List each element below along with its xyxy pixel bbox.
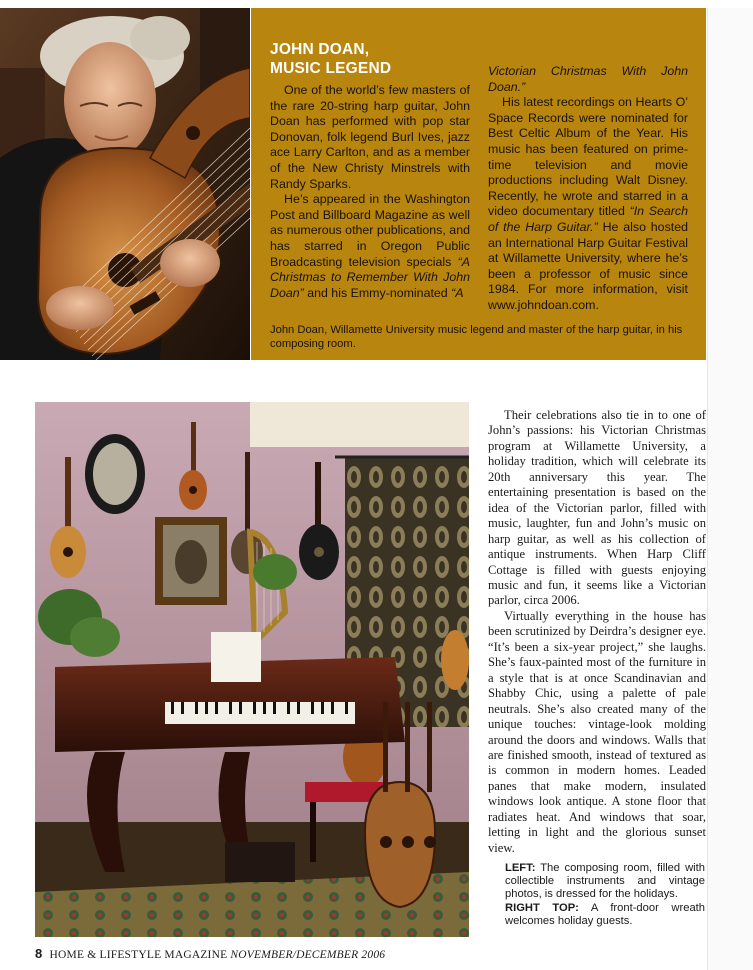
documentary-title: “In Search of the Harp Guitar.” (488, 204, 688, 234)
sidebar-text: He’s appeared in the Washington Post and Billboard Magazine as well as numerous other publications, and has starred in Oregon Public Broadcasting television specials (270, 192, 470, 269)
issue-date: NOVEMBER/DECEMBER 2006 (230, 949, 386, 961)
photo-captions (505, 862, 705, 928)
composing-room-photo (35, 402, 469, 937)
page-number: 8 (35, 946, 43, 961)
publication-name: HOME & LIFESTYLE MAGAZINE (49, 949, 228, 961)
page-margin (707, 8, 753, 970)
sidebar-paragraph (488, 64, 688, 95)
sidebar-text: He also hosted an International Harp Guitar Festival at Willamette University, where he’s been a professor of music since 1984. For more information, visit www.johndoan.com. (488, 219, 688, 312)
caption-text-left: The composing room, filled with collectible instruments and vintage photos, is dressed for the holidays. (505, 862, 705, 901)
special-title: “A (451, 285, 464, 300)
john-doan-photo (0, 8, 250, 360)
sidebar-column-1 (270, 83, 470, 301)
article-body (488, 408, 706, 856)
caption-text-right-top: A front-door wreath welcomes holiday guests. (505, 901, 705, 927)
sidebar-paragraph (270, 192, 470, 301)
sidebar-text: and his Emmy-nominated (303, 285, 452, 300)
page-footer (35, 946, 385, 961)
sidebar-paragraph: One of the world’s few masters of the rare 20-string harp guitar, John Doan has performed with pop star Donovan, folk legend Burl Ives, jazz ace Larry Carlton, and as a member of the New Christy Minstrels with Randy Sparks. (270, 83, 470, 191)
article-paragraph: Their celebrations also tie in to one of John’s passions: his Victorian Christmas program at Willamette University, a holiday tradition, which will celebrate its 20th anniversary this year. The entertaining presentation is based on the idea of the Victorian parlor, filled with music, laughter, fun and John’s music on harp guitar, as well as his collection of antique instruments. When Harp Cliff Cottage is filled with guests enjoying music and fun, it seems like a Victorian parlor, circa 2006. (488, 408, 706, 608)
article-paragraph: Virtually everything in the house has been scrutinized by Deirdra’s designer eye. “It’s been a six-year project,” she laughs. She’s faux-painted most of the furniture in a style that is at once Scandinavian and Shabby Chic, using a palette of pale neutrals. She’s also created many of the unique touches: vintage-look molding around the doors and windows. Walls that are finished smooth, instead of textured as is common in modern homes. Leaded panes that make modern, insulated windows look antique. A stone floor that radiates heat. And windows that soar, letting in light and the glorious sunset view. (488, 608, 706, 855)
sidebar-title-line1: JOHN DOAN, (270, 41, 370, 58)
sidebar-column-2 (488, 64, 688, 314)
special-title: “A Christmas to Remember With John Doan” (270, 254, 470, 300)
sidebar-title-line2: MUSIC LEGEND (270, 60, 392, 77)
top-photo-caption: John Doan, Willamette University music legend and master of the harp guitar, in his composing room. (270, 324, 683, 350)
sidebar-title (270, 40, 480, 78)
special-title: Victorian Christmas With John Doan.” (488, 64, 688, 94)
caption-label-left: LEFT: (505, 862, 536, 874)
sidebar-paragraph (488, 95, 688, 313)
sidebar-text: His latest recordings on Hearts O’ Space Records were nominated for Best Celtic Album of the Year. His music has been featured on prime-time television and movie productions including Walt Disney. Recently, he wrote and starred in a video documentary titled (488, 95, 688, 219)
caption-label-right-top: RIGHT TOP: (505, 901, 579, 914)
